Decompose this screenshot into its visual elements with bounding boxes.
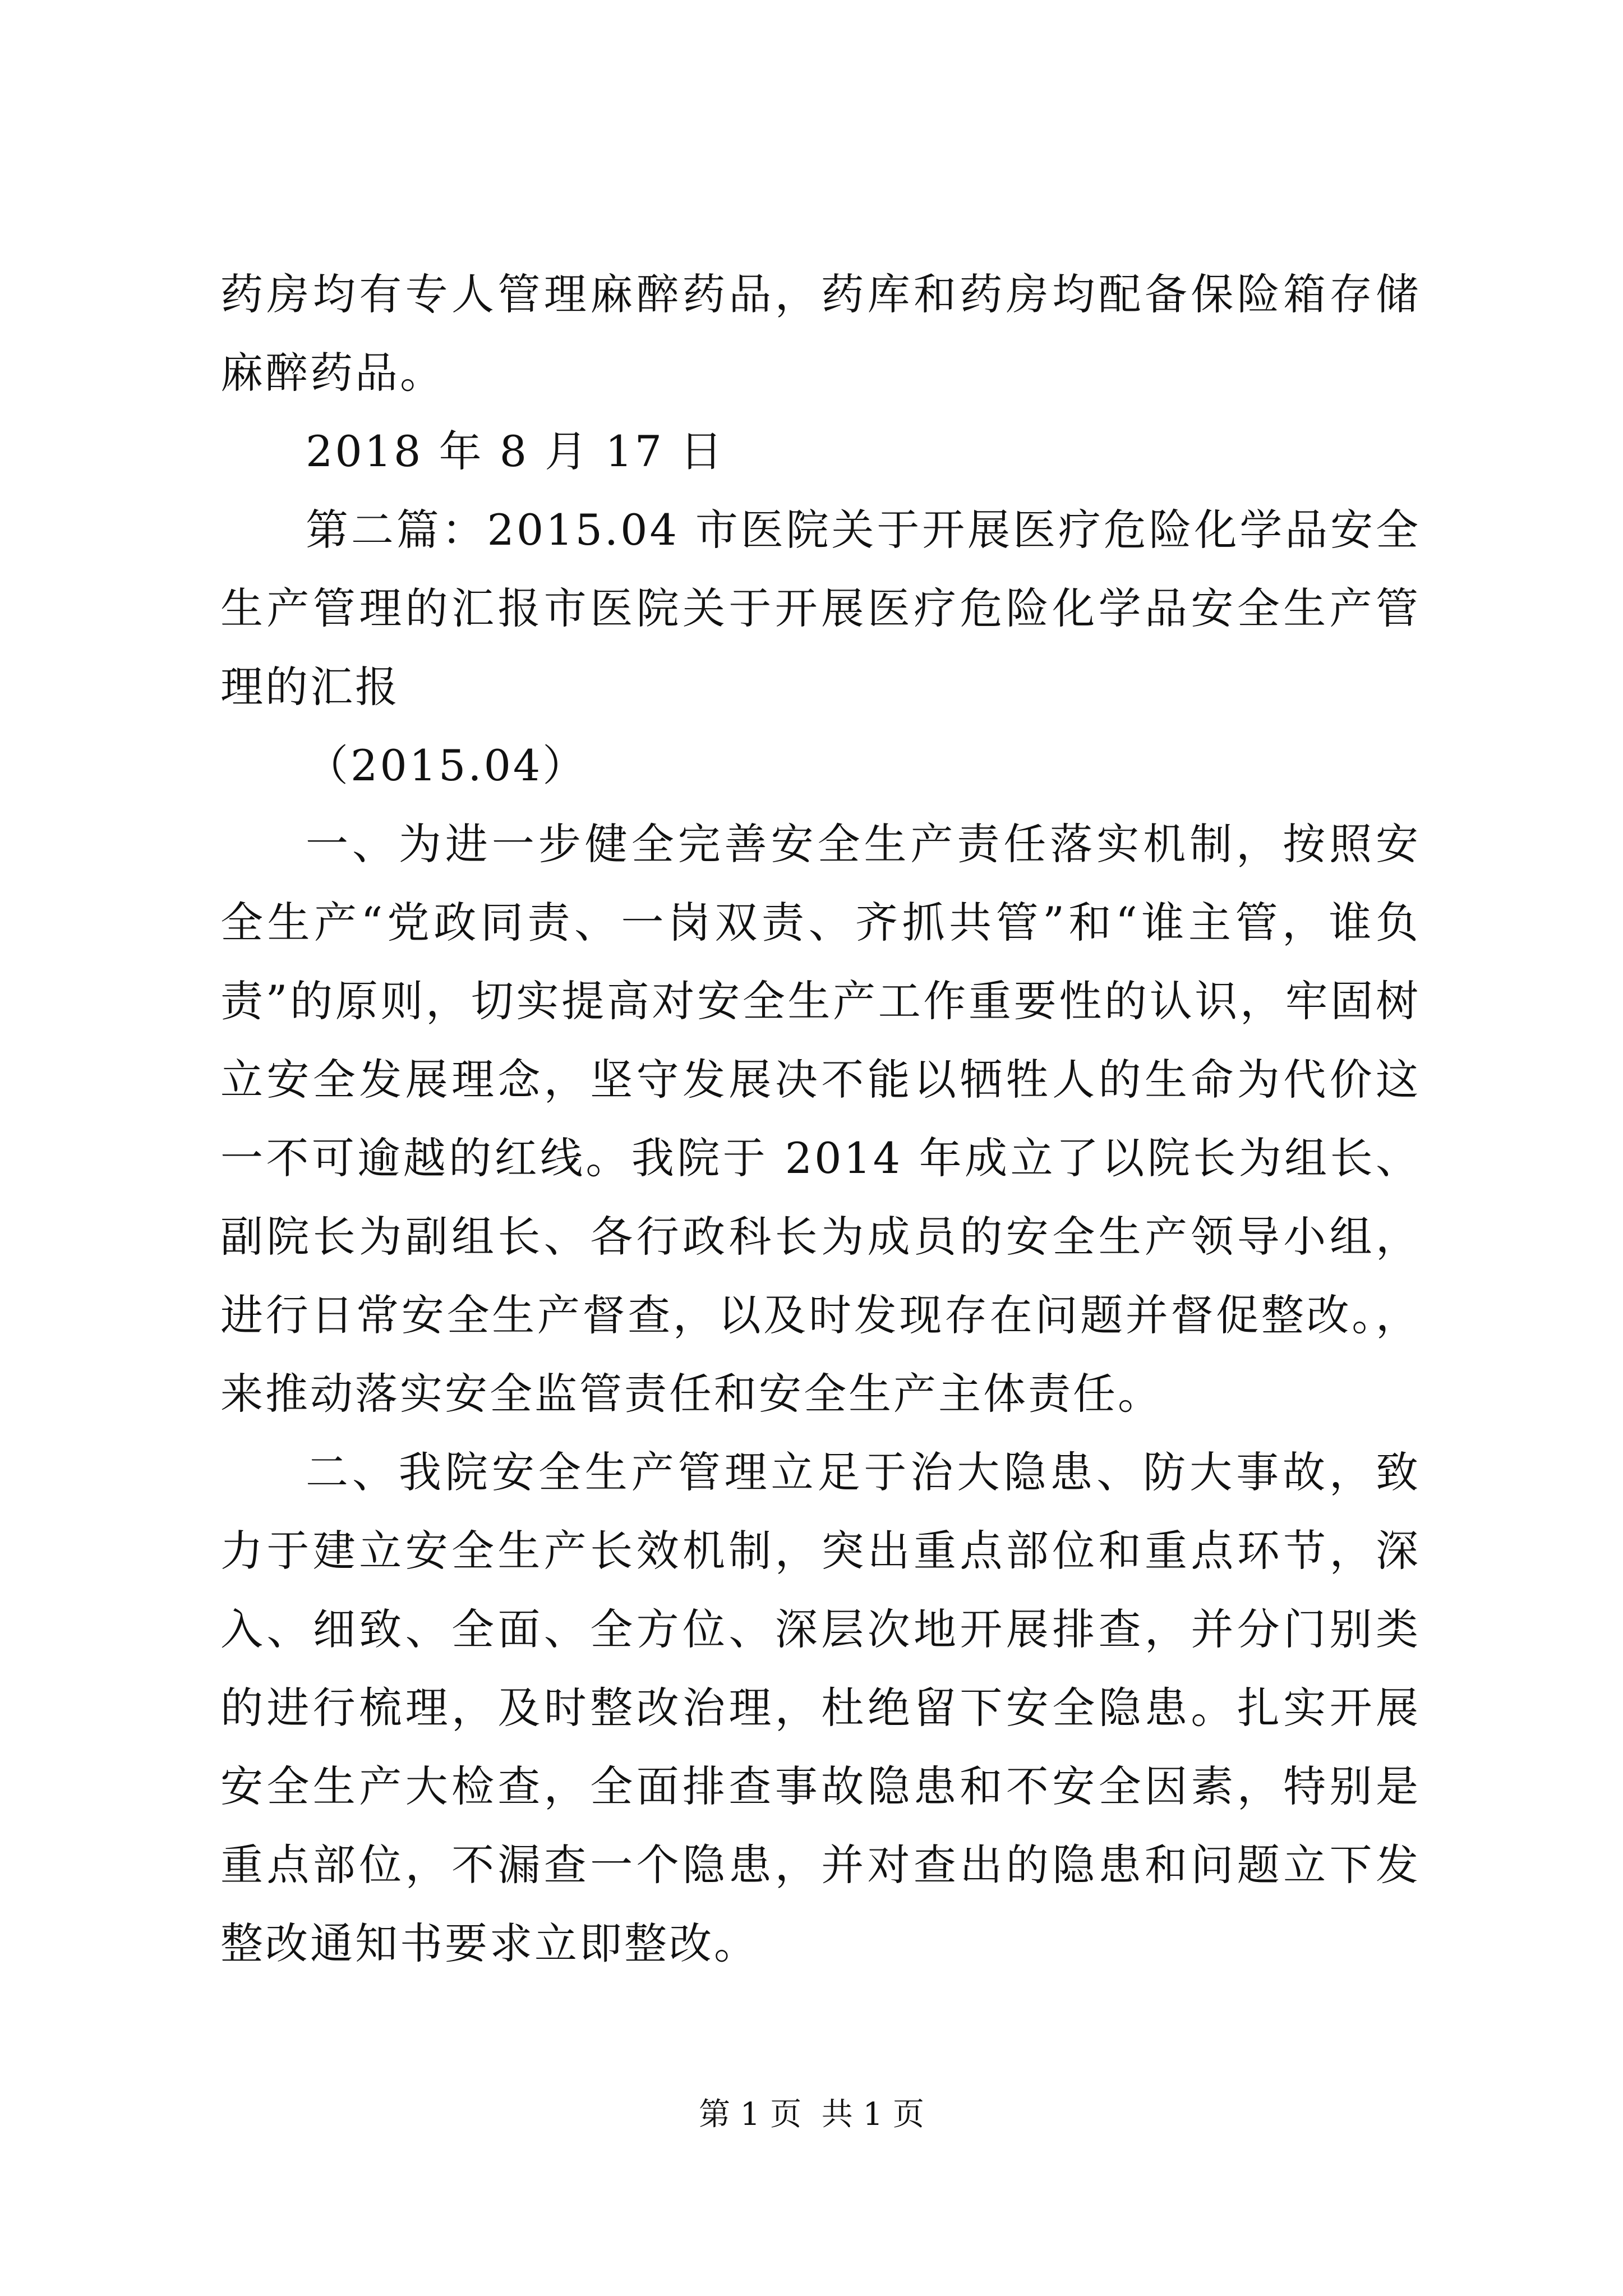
paragraph-second-title: 第二篇：2015.04 市医院关于开展医疗危险化学品安全生产管理的汇报市医院关于开展医疗危险化学品安全生产管理的汇报 — [220, 505, 1421, 712]
page-number-label: 第 1 页 共 1 页 — [698, 2096, 925, 2133]
paragraph-section-2: 二、我院安全生产管理立足于治大隐患、防大事故，致力于建立安全生产长效机制，突出重点部位和重点环节，深入、细致、全面、全方位、深层次地开展排查，并分门别类的进行梳理，及时整改治理，杜绝留下安全隐患。扎实开展安全生产大检查，全面排查事故隐患和不安全因素，特别是重点部位，不漏查一个隐患，并对查出的隐患和问题立下发整改通知书要求立即整改。 — [220, 1447, 1421, 1968]
document-body — [220, 255, 1421, 1983]
page-footer — [0, 2092, 1623, 2137]
paragraph-date: 2018 年 8 月 17 日 — [306, 426, 725, 476]
paragraph-subdate: （2015.04） — [306, 740, 588, 790]
paragraph-section-1: 一、为进一步健全完善安全生产责任落实机制，按照安全生产“党政同责、一岗双责、齐抓共管”和“谁主管，谁负责”的原则，切实提高对安全生产工作重要性的认识，牢固树立安全发展理念，坚守发展决不能以牺牲人的生命为代价这一不可逾越的红线。我院于 2014 年成立了以院长为组长、副院长为副组长、各行政科长为成员的安全生产领导小组，进行日常安全生产督查，以及时发现存在问题并督促整改。，来推动落实安全监管责任和安全生产主体责任。 — [220, 819, 1421, 1419]
paragraph-anesthetic-storage: 药房均有专人管理麻醉药品，药库和药房均配备保险箱存储麻醉药品。 — [220, 269, 1421, 398]
